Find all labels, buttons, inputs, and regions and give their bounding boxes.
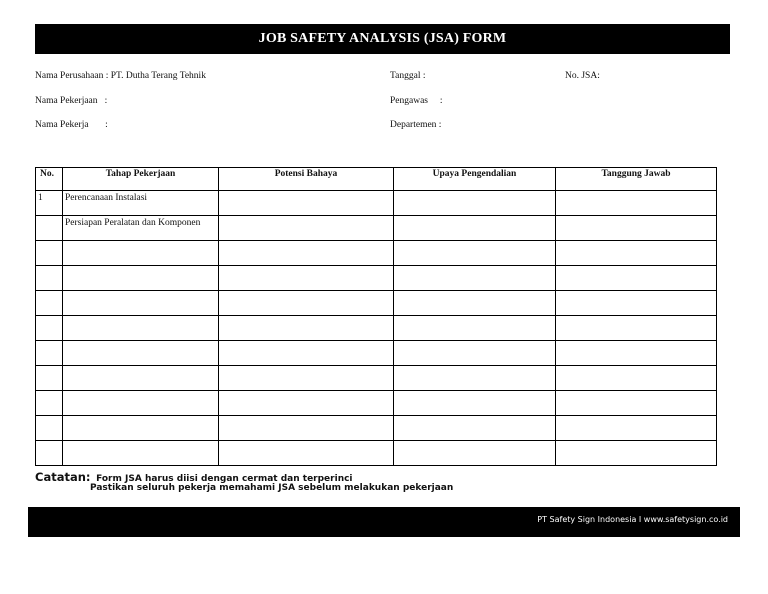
table-row xyxy=(36,341,717,366)
footer-text: PT Safety Sign Indonesia I www.safetysign.co.id xyxy=(537,515,728,524)
table-row xyxy=(36,191,717,216)
table-row xyxy=(36,241,717,266)
cell-upaya-pengendalian[interactable] xyxy=(394,291,556,316)
notes-label: Catatan: xyxy=(35,470,91,484)
cell-tanggung-jawab[interactable] xyxy=(556,191,717,216)
cell-tanggung-jawab[interactable] xyxy=(556,241,717,266)
table-row xyxy=(36,366,717,391)
cell-potensi-bahaya[interactable] xyxy=(219,266,394,291)
cell-tanggung-jawab[interactable] xyxy=(556,341,717,366)
cell-potensi-bahaya[interactable] xyxy=(219,441,394,466)
cell-no[interactable] xyxy=(36,416,63,441)
cell-tahap-pekerjaan[interactable]: Perencanaan Instalasi xyxy=(63,191,219,216)
cell-potensi-bahaya[interactable] xyxy=(219,291,394,316)
cell-upaya-pengendalian[interactable] xyxy=(394,216,556,241)
cell-tahap-pekerjaan[interactable] xyxy=(63,266,219,291)
table-row xyxy=(36,266,717,291)
cell-no[interactable] xyxy=(36,341,63,366)
column-header-potensi-bahaya: Potensi Bahaya xyxy=(219,168,394,191)
column-header-no: No. xyxy=(36,168,63,191)
notes-section xyxy=(35,466,454,493)
cell-no[interactable] xyxy=(36,266,63,291)
cell-no[interactable] xyxy=(36,366,63,391)
cell-tanggung-jawab[interactable] xyxy=(556,316,717,341)
cell-no[interactable] xyxy=(36,316,63,341)
jsa-number-field: No. JSA: xyxy=(565,71,600,81)
company-field: Nama Perusahaan : PT. Dutha Terang Tehnik xyxy=(35,71,206,81)
table-row xyxy=(36,391,717,416)
worker-field: Nama Pekerja : xyxy=(35,120,108,130)
cell-tahap-pekerjaan[interactable] xyxy=(63,391,219,416)
footer-bar xyxy=(28,507,740,537)
cell-potensi-bahaya[interactable] xyxy=(219,416,394,441)
job-name-field: Nama Pekerjaan : xyxy=(35,96,108,106)
cell-tanggung-jawab[interactable] xyxy=(556,416,717,441)
cell-upaya-pengendalian[interactable] xyxy=(394,341,556,366)
cell-tanggung-jawab[interactable] xyxy=(556,216,717,241)
cell-upaya-pengendalian[interactable] xyxy=(394,366,556,391)
cell-tanggung-jawab[interactable] xyxy=(556,441,717,466)
notes-line-1: Form JSA harus diisi dengan cermat dan terperinci xyxy=(96,474,353,484)
cell-upaya-pengendalian[interactable] xyxy=(394,416,556,441)
cell-no[interactable] xyxy=(36,216,63,241)
table-row xyxy=(36,416,717,441)
table-row xyxy=(36,441,717,466)
form-title-bar xyxy=(35,24,730,54)
department-field: Departemen : xyxy=(390,120,442,130)
jsa-table-body xyxy=(36,191,717,466)
cell-tahap-pekerjaan[interactable] xyxy=(63,366,219,391)
cell-potensi-bahaya[interactable] xyxy=(219,216,394,241)
cell-tahap-pekerjaan[interactable] xyxy=(63,441,219,466)
date-field: Tanggal : xyxy=(390,71,426,81)
notes-line-2: Pastikan seluruh pekerja memahami JSA sebelum melakukan pekerjaan xyxy=(90,483,454,493)
cell-tanggung-jawab[interactable] xyxy=(556,366,717,391)
column-header-tahap-pekerjaan: Tahap Pekerjaan xyxy=(63,168,219,191)
cell-upaya-pengendalian[interactable] xyxy=(394,441,556,466)
column-header-upaya-pengendalian: Upaya Pengendalian xyxy=(394,168,556,191)
cell-tanggung-jawab[interactable] xyxy=(556,266,717,291)
cell-potensi-bahaya[interactable] xyxy=(219,191,394,216)
jsa-table xyxy=(35,167,717,466)
cell-tahap-pekerjaan[interactable] xyxy=(63,341,219,366)
cell-potensi-bahaya[interactable] xyxy=(219,316,394,341)
cell-tahap-pekerjaan[interactable] xyxy=(63,416,219,441)
cell-upaya-pengendalian[interactable] xyxy=(394,316,556,341)
cell-no[interactable] xyxy=(36,241,63,266)
cell-no[interactable] xyxy=(36,391,63,416)
cell-tahap-pekerjaan[interactable] xyxy=(63,316,219,341)
cell-upaya-pengendalian[interactable] xyxy=(394,391,556,416)
cell-potensi-bahaya[interactable] xyxy=(219,391,394,416)
cell-tahap-pekerjaan[interactable]: Persiapan Peralatan dan Komponen xyxy=(63,216,219,241)
table-row xyxy=(36,291,717,316)
column-header-tanggung-jawab: Tanggung Jawab xyxy=(556,168,717,191)
supervisor-field: Pengawas : xyxy=(390,96,443,106)
cell-tahap-pekerjaan[interactable] xyxy=(63,291,219,316)
cell-tahap-pekerjaan[interactable] xyxy=(63,241,219,266)
form-title: JOB SAFETY ANALYSIS (JSA) FORM xyxy=(258,31,507,46)
cell-tanggung-jawab[interactable] xyxy=(556,391,717,416)
cell-potensi-bahaya[interactable] xyxy=(219,241,394,266)
cell-potensi-bahaya[interactable] xyxy=(219,341,394,366)
cell-upaya-pengendalian[interactable] xyxy=(394,241,556,266)
table-header-row xyxy=(36,168,717,191)
cell-no[interactable]: 1 xyxy=(36,191,63,216)
cell-potensi-bahaya[interactable] xyxy=(219,366,394,391)
cell-tanggung-jawab[interactable] xyxy=(556,291,717,316)
table-row xyxy=(36,216,717,241)
table-row xyxy=(36,316,717,341)
cell-upaya-pengendalian[interactable] xyxy=(394,266,556,291)
cell-no[interactable] xyxy=(36,291,63,316)
cell-no[interactable] xyxy=(36,441,63,466)
cell-upaya-pengendalian[interactable] xyxy=(394,191,556,216)
